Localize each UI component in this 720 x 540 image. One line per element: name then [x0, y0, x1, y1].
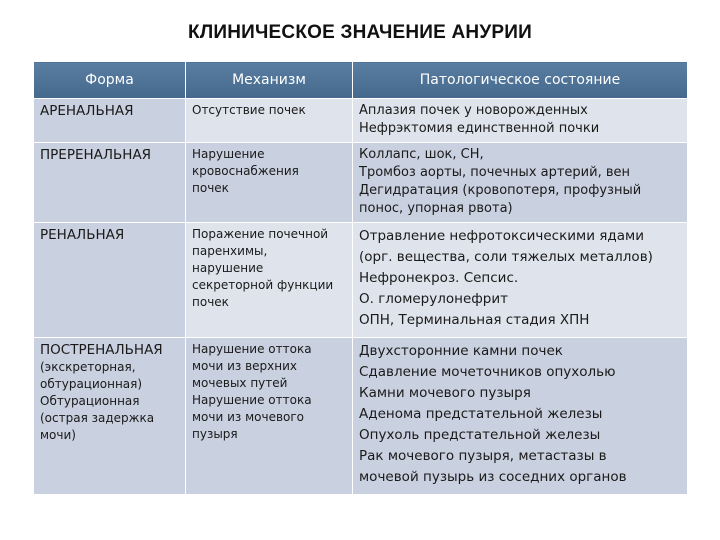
- mechanism-line: пузыря: [192, 427, 238, 441]
- pathology-line: Отравление нефротоксическими ядами: [359, 228, 644, 244]
- form-name: РЕНАЛЬНАЯ: [40, 227, 125, 243]
- pathology-line: Камни мочевого пузыря: [359, 385, 531, 401]
- column-header-mechanism: Механизм: [186, 62, 353, 99]
- mechanism-line: паренхимы,: [192, 244, 268, 258]
- mechanism-line: Отсутствие почек: [192, 103, 306, 117]
- table-row: [34, 338, 688, 495]
- pathology-line: Аденома предстательной железы: [359, 406, 603, 422]
- mechanism-line: Нарушение оттока: [192, 342, 312, 356]
- pathology-line: Нефрэктомия единственной почки: [359, 121, 600, 136]
- table-header-row: [34, 62, 688, 99]
- form-subtitle-line: Обтурационная: [40, 394, 140, 408]
- mechanism-line: почек: [192, 181, 229, 195]
- page-title: КЛИНИЧЕСКОЕ ЗНАЧЕНИЕ АНУРИИ: [188, 22, 532, 43]
- mechanism-line: мочи из мочевого: [192, 410, 305, 424]
- mechanism-line: секреторной функции: [192, 278, 334, 292]
- pathology-line: Тромбоз аорты, почечных артерий, вен: [359, 165, 631, 180]
- pathology-line: мочевой пузырь из соседних органов: [359, 469, 627, 485]
- mechanism-line: мочевых путей: [192, 376, 288, 390]
- pathology-line: Двухсторонние камни почек: [359, 343, 563, 359]
- form-name: АРЕНАЛЬНАЯ: [40, 103, 134, 119]
- pathology-line: Коллапс, шок, СН,: [359, 147, 484, 162]
- pathology-cell: [353, 223, 688, 338]
- mechanism-cell: [186, 338, 353, 495]
- table-row: [34, 223, 688, 338]
- column-header-pathology: Патологическое состояние: [353, 62, 688, 99]
- form-subtitle-line: (экскреторная,: [40, 360, 136, 374]
- mechanism-line: мочи из верхних: [192, 359, 298, 373]
- mechanism-line: Нарушение: [192, 147, 265, 161]
- mechanism-line: Нарушение оттока: [192, 393, 312, 407]
- mechanism-cell: [186, 143, 353, 223]
- pathology-line: Дегидратация (кровопотеря, профузный: [359, 183, 642, 198]
- table-row: [34, 99, 688, 143]
- column-header-form: Форма: [34, 62, 186, 99]
- pathology-cell: [353, 143, 688, 223]
- form-subtitle-line: обтурационная): [40, 377, 143, 391]
- form-cell: [34, 143, 186, 223]
- pathology-line: Рак мочевого пузыря, метастазы в: [359, 448, 607, 464]
- form-subtitle-line: (острая задержка: [40, 411, 155, 425]
- pathology-line: Сдавление мочеточников опухолью: [359, 364, 616, 380]
- form-cell: [34, 338, 186, 495]
- mechanism-line: кровоснабжения: [192, 164, 299, 178]
- mechanism-line: почек: [192, 295, 229, 309]
- mechanism-cell: [186, 223, 353, 338]
- pathology-cell: [353, 338, 688, 495]
- mechanism-line: нарушение: [192, 261, 264, 275]
- pathology-line: Опухоль предстательной железы: [359, 427, 601, 443]
- form-cell: [34, 99, 186, 143]
- pathology-line: Нефронекроз. Сепсис.: [359, 270, 519, 286]
- pathology-cell: [353, 99, 688, 143]
- pathology-line: (орг. вещества, соли тяжелых металлов): [359, 249, 653, 265]
- pathology-line: понос, упорная рвота): [359, 201, 513, 216]
- form-name: ПОСТРЕНАЛЬНАЯ: [40, 342, 163, 358]
- form-cell: [34, 223, 186, 338]
- pathology-line: О. гломерулонефрит: [359, 291, 509, 307]
- anuria-table: [33, 61, 688, 495]
- table-row: [34, 143, 688, 223]
- mechanism-line: Поражение почечной: [192, 227, 329, 241]
- form-name: ПРЕРЕНАЛЬНАЯ: [40, 147, 152, 163]
- pathology-line: ОПН, Терминальная стадия ХПН: [359, 312, 590, 328]
- form-subtitle-line: мочи): [40, 428, 76, 442]
- mechanism-cell: [186, 99, 353, 143]
- pathology-line: Аплазия почек у новорожденных: [359, 103, 588, 118]
